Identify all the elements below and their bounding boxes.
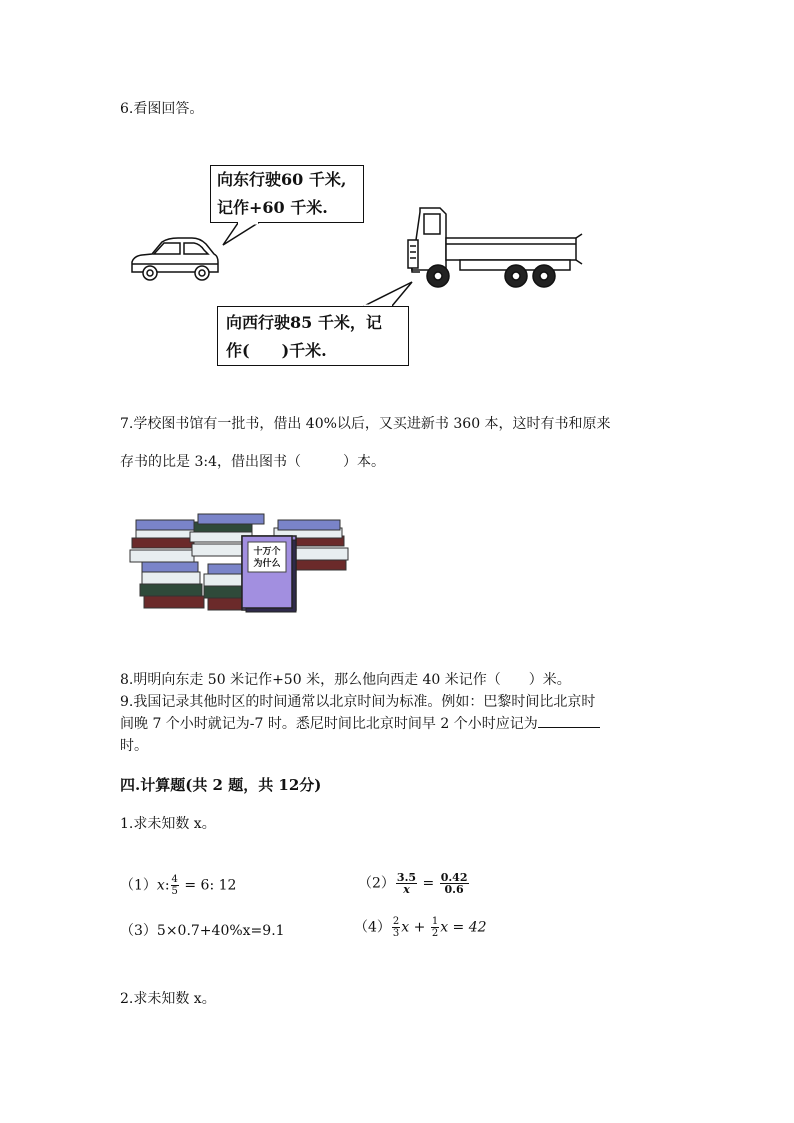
calc1-problem3: （3）5×0.7+40%x=9.1 <box>120 923 285 939</box>
calc1-problem2 <box>358 872 470 895</box>
p4-fraction2 <box>431 916 439 939</box>
q7-line2: 存书的比是 3:4，借出图书（ ）本。 <box>120 454 385 470</box>
bubble-east-line1: 向东行驶60 千米, <box>217 170 347 189</box>
p4-x2: x = 42 <box>440 919 487 936</box>
section4-heading: 四.计算题(共 2 题，共 12分) <box>120 776 322 794</box>
p1-rhs: = 6: 12 <box>184 877 237 894</box>
p1-fraction <box>171 874 179 897</box>
q7-line1: 7.学校图书馆有一批书，借出 40%以后，又买进新书 360 本，这时有书和原来 <box>120 416 611 432</box>
bubble-west-line2: 作( )千米. <box>226 341 327 360</box>
q9-line3: 时。 <box>120 738 148 754</box>
p1-num: 4 <box>171 874 178 885</box>
answer-blank <box>538 713 600 728</box>
q9-line2-text: 间晚 7 个小时就记为-7 时。悉尼时间比北京时间早 2 个小时应记为 <box>120 716 538 732</box>
calc2-title: 2.求未知数 x。 <box>120 991 216 1007</box>
bubble-west-line1: 向西行驶85 千米，记 <box>226 313 382 332</box>
p4-n1: 2 <box>392 916 400 927</box>
p2-den: x <box>403 883 410 896</box>
p1-label: （1） <box>120 877 157 894</box>
car-icon <box>132 238 218 280</box>
p2-label: （2） <box>358 875 395 892</box>
p4-fraction1 <box>392 916 400 939</box>
p2-fraction-right <box>440 872 469 895</box>
p2-eq: = <box>422 875 435 892</box>
truck-icon <box>408 208 582 287</box>
p4-d1: 3 <box>392 928 400 939</box>
book-cover-line2: 为什么 <box>253 559 281 569</box>
p4-n2: 1 <box>431 916 439 927</box>
books-illustration <box>128 510 352 614</box>
q8-text: 8.明明向东走 50 米记作+50 米，那么他向西走 40 米记作（ ）米。 <box>120 672 571 688</box>
p2-rnum: 0.42 <box>440 871 468 884</box>
calc1-problem4 <box>354 916 487 939</box>
q9-line1: 9.我国记录其他时区的时间通常以北京时间为标准。例如：巴黎时间比北京时 <box>120 694 596 710</box>
book-stack-icon <box>130 514 348 612</box>
p1-x: x <box>156 877 165 894</box>
p4-label: （4） <box>354 919 391 936</box>
speech-bubble-west <box>217 306 409 366</box>
calc1-title: 1.求未知数 x。 <box>120 816 216 832</box>
bubble-west-tail <box>364 282 412 306</box>
p2-num: 3.5 <box>396 871 417 884</box>
bubble-east-tail <box>223 223 258 245</box>
p2-fraction-left <box>396 872 417 895</box>
bubble-east-line2: 记作+60 千米. <box>217 198 328 217</box>
book-cover-title <box>250 546 284 570</box>
p2-rden: 0.6 <box>444 883 464 896</box>
p4-x1: x + <box>401 919 426 936</box>
calc1-problem1 <box>120 874 236 897</box>
p1-den: 5 <box>171 886 178 897</box>
p1-colon: : <box>164 877 170 894</box>
q6-title: 6.看图回答。 <box>120 101 204 117</box>
q9-line2 <box>120 713 600 733</box>
p4-d2: 2 <box>431 928 439 939</box>
book-cover-line1: 十万个 <box>253 547 281 557</box>
